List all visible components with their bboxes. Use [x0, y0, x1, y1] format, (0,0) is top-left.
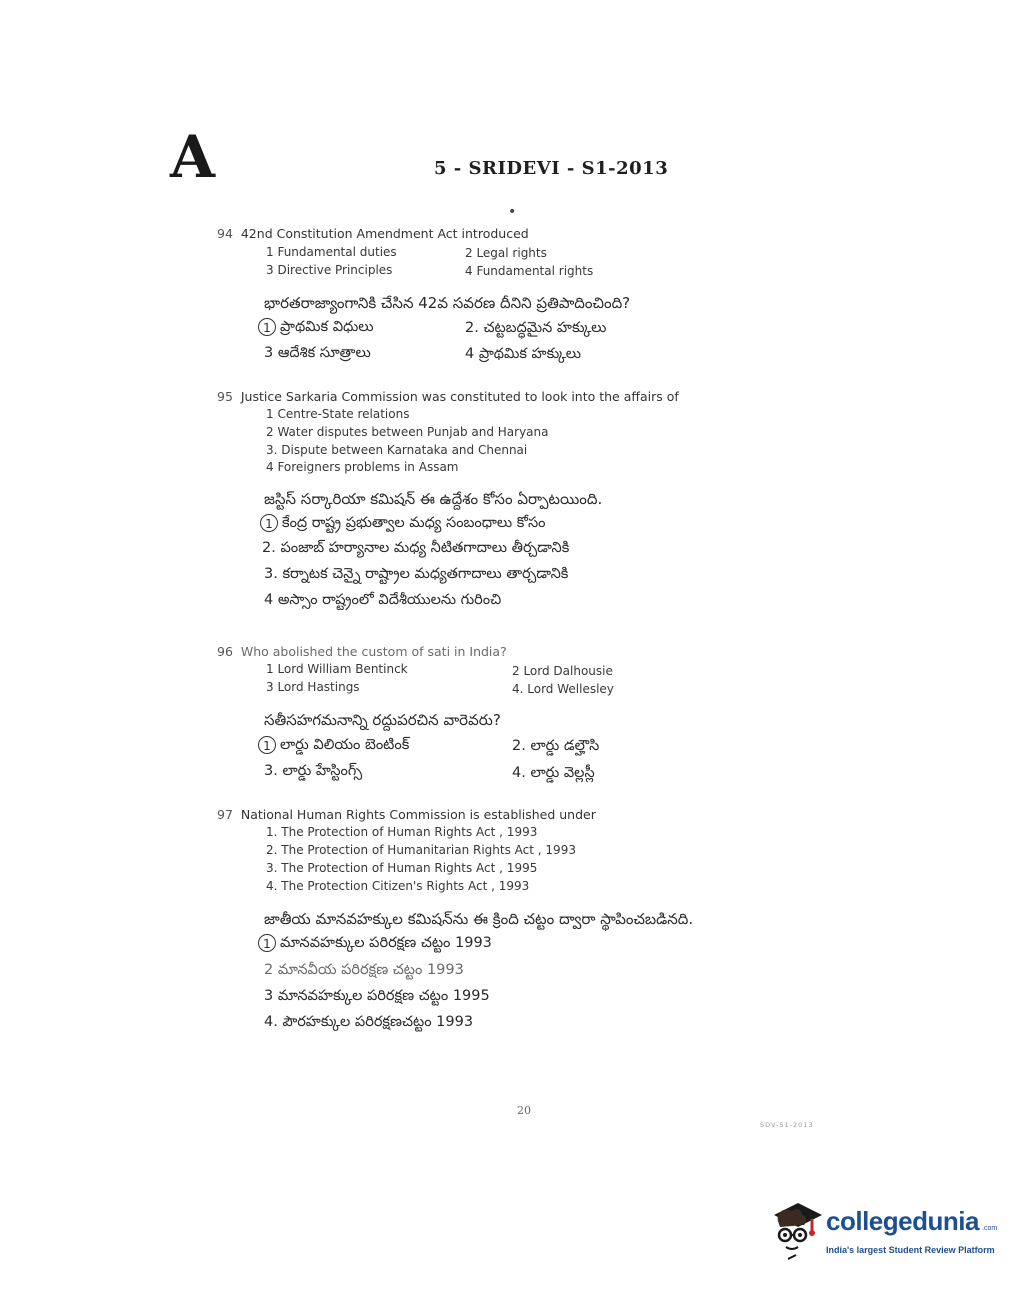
- answer-circle: 1: [260, 514, 278, 532]
- option: 4. Lord Wellesley: [512, 682, 614, 696]
- question-97: [217, 807, 596, 822]
- booklet-code: SDV-S1-2013: [760, 1121, 814, 1129]
- logo-tagline: India's largest Student Review Platform: [826, 1245, 995, 1255]
- question-number: 96: [217, 644, 233, 659]
- option: 2 Water disputes between Punjab and Haryana: [266, 425, 549, 439]
- telugu-option: 4 అస్సాం రాష్ట్రంలో విదేశీయులను గురించి: [264, 592, 502, 608]
- stray-mark: •: [508, 204, 517, 220]
- option: 1. The Protection of Human Rights Act , 1993: [266, 825, 538, 839]
- page-number: 20: [517, 1104, 531, 1117]
- answer-circle: 1: [258, 736, 276, 754]
- option: 4. The Protection Citizen's Rights Act , 1993: [266, 879, 530, 893]
- question-94: [217, 226, 529, 241]
- question-96: [217, 644, 507, 659]
- telugu-option: 2 మానవీయ పరిరక్షణ చట్టం 1993: [264, 962, 464, 978]
- option: 2. The Protection of Humanitarian Rights Act , 1993: [266, 843, 576, 857]
- telugu-option: 4 ప్రాథమిక హక్కులు: [465, 346, 582, 362]
- telugu-question: సతీసహగమనాన్ని రద్దుపరచిన వారెవరు?: [264, 711, 501, 729]
- option: 1 Fundamental duties: [266, 245, 397, 259]
- telugu-option-marked: [260, 514, 546, 535]
- paper-title: 5 - SRIDEVI - S1-2013: [434, 158, 669, 179]
- telugu-question: జస్టిస్ సర్కారియా కమిషన్ ఈ ఉద్దేశం కోసం ఏర్పాటయింది.: [264, 490, 603, 508]
- answer-circle: 1: [258, 934, 276, 952]
- option: 4 Fundamental rights: [465, 264, 594, 278]
- option: 3 Directive Principles: [266, 263, 393, 277]
- answer-circle: 1: [258, 318, 276, 336]
- telugu-question: జాతీయ మానవహక్కుల కమిషన్‌ను ఈ క్రింది చట్టం ద్వారా స్థాపించబడినది.: [264, 910, 694, 928]
- telugu-option: 3 ఆదేశిక సూత్రాలు: [264, 345, 371, 361]
- logo-domain: .com: [982, 1225, 998, 1232]
- option: 1 Centre-State relations: [266, 407, 410, 421]
- option: 3. Dispute between Karnataka and Chennai: [266, 443, 528, 457]
- option-text: లార్డు విలియం బెంటింక్: [280, 737, 410, 753]
- question-text: Justice Sarkaria Commission was constituted to look into the affairs of: [240, 389, 679, 404]
- option: 3 Lord Hastings: [266, 680, 360, 694]
- telugu-option-marked: [258, 736, 409, 757]
- logo-wordmark: collegedunia: [826, 1206, 979, 1236]
- option: 2 Lord Dalhousie: [512, 664, 613, 678]
- option-text: మానవహక్కుల పరిరక్షణ చట్టం 1993: [280, 935, 492, 951]
- question-number: 97: [217, 807, 233, 822]
- question-95: [217, 389, 679, 404]
- option: 2 Legal rights: [465, 246, 547, 260]
- option-text: ప్రాథమిక విధులు: [280, 319, 374, 335]
- question-text: 42nd Constitution Amendment Act introduced: [240, 226, 529, 241]
- set-letter: A: [170, 123, 216, 191]
- question-number: 94: [217, 226, 233, 241]
- question-number: 95: [217, 389, 233, 404]
- telugu-option: 3. కర్నాటక చెన్నై రాష్ట్రాల మధ్యతగాదాలు తార్చడానికి: [264, 566, 569, 582]
- collegedunia-mascot-icon: [768, 1197, 824, 1261]
- telugu-question: భారతరాజ్యాంగానికి చేసిన 42వ సవరణ దీనిని ప్రతిపాదించింది?: [264, 294, 631, 312]
- telugu-option-marked: [258, 934, 492, 955]
- option: 4 Foreigners problems in Assam: [266, 460, 459, 474]
- option: 1 Lord William Bentinck: [266, 662, 408, 676]
- telugu-option: 3. లార్డు హేస్టింగ్స్: [264, 763, 363, 779]
- question-text: National Human Rights Commission is established under: [240, 807, 596, 822]
- telugu-option: 2. చట్టబద్ధమైన హక్కులు: [465, 320, 607, 336]
- telugu-option-marked: [258, 318, 374, 339]
- option-text: కేంద్ర రాష్ట్ర ప్రభుత్వాల మధ్య సంబంధాలు కోసం: [282, 515, 546, 531]
- option: 3. The Protection of Human Rights Act , 1995: [266, 861, 538, 875]
- telugu-option: 3 మానవహక్కుల పరిరక్షణ చట్టం 1995: [264, 988, 490, 1004]
- telugu-option: 2. లార్డు డల్హౌసి: [512, 738, 600, 754]
- telugu-option: 4. లార్డు వెల్లస్లీ: [512, 765, 595, 781]
- telugu-option: 4. పౌరహక్కుల పరిరక్షణచట్టం 1993: [264, 1014, 474, 1030]
- telugu-option: 2. పంజాబ్ హర్యానాల మధ్య నీటితగాదాలు తీర్చడానికి: [262, 540, 570, 556]
- question-text: Who abolished the custom of sati in India?: [240, 644, 507, 659]
